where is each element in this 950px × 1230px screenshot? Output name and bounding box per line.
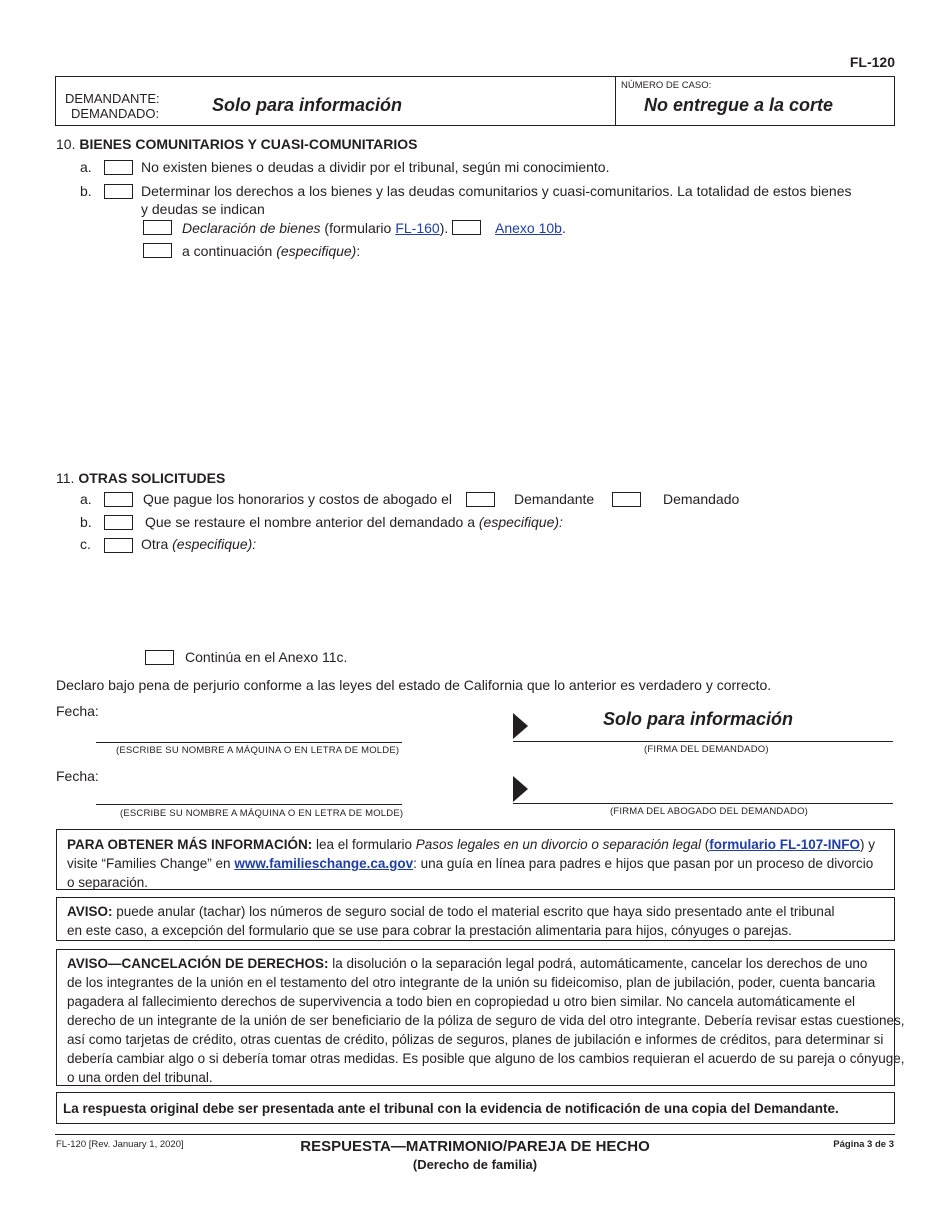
- item-11a-petitioner: Demandante: [514, 491, 595, 507]
- item-10b-line1: Determinar los derechos a los bienes y las deudas comunitarios y cuasi-comunitarios. La totalidad de estos bienes: [141, 183, 852, 199]
- checkbox-11b[interactable]: [104, 515, 133, 530]
- item-10b-letter: b.: [80, 183, 92, 199]
- item-10a-text: No existen bienes o deudas a dividir por el tribunal, según mi conocimiento.: [141, 159, 610, 175]
- item-10b-attachment: [495, 220, 566, 237]
- name-caption-2: (ESCRIBE SU NOMBRE A MÁQUINA O EN LETRA DE MOLDE): [120, 808, 404, 819]
- rights-line7: o una orden del tribunal.: [67, 1070, 213, 1085]
- footer-subtitle: (Derecho de familia): [412, 1157, 538, 1172]
- rights-line2: de los integrantes de la unión en el testamento del otro integrante de la unión su fideicomiso, plan de jubilación, poder, cuenta bancaria: [67, 975, 876, 990]
- signature-arrow-1-icon: [513, 713, 528, 739]
- item-11a-respondent: Demandado: [663, 491, 740, 507]
- name-caption-1: (ESCRIBE SU NOMBRE A MÁQUINA O EN LETRA DE MOLDE): [116, 745, 400, 756]
- declaration-form-name: Declaración de bienes: [182, 220, 321, 236]
- rights-line1: [67, 954, 884, 973]
- declaration-form-prefix: (formulario: [324, 220, 392, 236]
- checkbox-10b-continuation[interactable]: [143, 243, 172, 258]
- more-info-t4: : una guía en línea para padres e hijos que pasan por un proceso de divorcio: [413, 856, 874, 871]
- more-info-line3: o separación.: [67, 875, 149, 890]
- date-label-1: Fecha:: [56, 703, 99, 719]
- respondent-signature-line[interactable]: [513, 741, 893, 742]
- petitioner-label: DEMANDANTE:: [65, 91, 160, 106]
- caption-info-only: Solo para información: [212, 95, 403, 115]
- item-11c-continued: Continúa en el Anexo 11c.: [185, 649, 348, 665]
- form-id: FL-120: [849, 54, 895, 70]
- attorney-signature-caption: (FIRMA DEL ABOGADO DEL DEMANDADO): [610, 806, 809, 817]
- checkbox-10b-declaration[interactable]: [143, 220, 172, 235]
- item-10b-declaration: [182, 220, 448, 237]
- signature-info-only: Solo para información: [603, 709, 794, 729]
- filing-notice-text: La respuesta original debe ser presentada ante el tribunal con la evidencia de notificación de una copia del Demandante.: [63, 1101, 839, 1116]
- fl-160-link[interactable]: FL-160: [395, 220, 440, 236]
- families-change-link[interactable]: www.familieschange.ca.gov: [234, 856, 414, 871]
- section-10-number: 10.: [56, 136, 76, 152]
- attorney-signature-line[interactable]: [513, 803, 893, 804]
- footer-title: RESPUESTA—MATRIMONIO/PAREJA DE HECHO: [300, 1138, 650, 1155]
- item-11c-text: [141, 536, 256, 553]
- section-10-heading: [56, 136, 417, 153]
- item-11b-label: Que se restaure el nombre anterior del demandado a: [145, 514, 475, 530]
- item-11a-text: Que pague los honorarios y costos de abogado el: [143, 491, 452, 507]
- ssn-notice-line2: en este caso, a excepción del formulario que se use para cobrar la prestación alimentaria para hijos, cónyuges o parejas.: [67, 923, 792, 938]
- item-11b-letter: b.: [80, 514, 92, 530]
- rights-line4: derecho de un integrante de la unión de ser beneficiario de la póliza de seguro de vida del otro integrante. Debería revisar estas cuestiones,: [67, 1013, 905, 1028]
- more-info-box: [56, 829, 895, 890]
- more-info-paren: (: [700, 837, 710, 852]
- checkbox-11a-petitioner[interactable]: [466, 492, 495, 507]
- continuation-specify: (especifique): [276, 243, 357, 259]
- ssn-notice-lead: AVISO:: [67, 904, 113, 919]
- footer-rule: [55, 1134, 895, 1135]
- caption-box: [55, 76, 895, 126]
- ssn-notice-text1: puede anular (tachar) los números de seguro social de todo el material escrito que haya sido presentado ante el tribunal: [112, 904, 835, 919]
- more-info-t2: ) y: [860, 837, 875, 852]
- item-10b-continuation: [182, 243, 360, 260]
- continuation-text: a continuación: [182, 243, 273, 259]
- rights-notice-box: [56, 949, 905, 1086]
- footer-page: Página 3 de 3: [833, 1139, 894, 1150]
- section-11-title: OTRAS SOLICITUDES: [78, 470, 226, 486]
- name-line-1[interactable]: [96, 742, 402, 743]
- item-11a-letter: a.: [80, 491, 92, 507]
- case-number-label: NÚMERO DE CASO:: [621, 80, 712, 91]
- name-line-2[interactable]: [96, 804, 402, 805]
- perjury-declaration: Declaro bajo pena de perjurio conforme a las leyes del estado de California que lo anterior es verdadero y correcto.: [56, 677, 772, 693]
- attachment-10b-suffix: .: [561, 220, 566, 236]
- item-11c-letter: c.: [80, 536, 91, 552]
- signature-arrow-2-icon: [513, 776, 528, 802]
- more-info-form-title: Pasos legales en un divorcio o separación legal: [415, 837, 701, 852]
- checkbox-10a[interactable]: [104, 160, 133, 175]
- more-info-t3: visite “Families Change” en: [67, 856, 235, 871]
- attachment-10b-link[interactable]: Anexo 10b: [495, 220, 562, 236]
- checkbox-11a-respondent[interactable]: [612, 492, 641, 507]
- section-11-heading: [56, 470, 225, 487]
- rights-text1: la disolución o la separación legal podrá, automáticamente, cancelar los derechos de uno: [328, 956, 868, 971]
- item-11c-specify: (especifique):: [172, 536, 257, 552]
- more-info-t1: lea el formulario: [312, 837, 416, 852]
- rights-lead: AVISO—CANCELACIÓN DE DERECHOS:: [67, 956, 329, 971]
- item-10b-line2: y deudas se indican: [141, 201, 265, 217]
- checkbox-11c-continued[interactable]: [145, 650, 174, 665]
- case-number-value: No entregue a la corte: [644, 95, 834, 115]
- section-11-number: 11.: [56, 470, 75, 486]
- section-10-title: BIENES COMUNITARIOS Y CUASI-COMUNITARIOS: [79, 136, 418, 152]
- filing-notice-box: [56, 1092, 895, 1124]
- checkbox-11c[interactable]: [104, 538, 133, 553]
- checkbox-10b-attachment[interactable]: [452, 220, 481, 235]
- footer-revision: FL-120 [Rev. January 1, 2020]: [56, 1139, 184, 1150]
- item-11c-label: Otra: [141, 536, 169, 552]
- rights-line5: así como tarjetas de crédito, otras cuentas de crédito, pólizas de seguros, planes de jubilación e informes de créditos, para determinar si: [67, 1032, 884, 1047]
- rights-line6: debería cambiar algo o si debería tomar otras medidas. Es posible que alguno de los cambios requieran el acuerdo de su pareja o cónyuge,: [67, 1051, 905, 1066]
- continuation-colon: :: [356, 243, 361, 259]
- rights-line3: pagadera al fallecimiento derechos de supervivencia a todo bien en copropiedad u otro bien similar. No cancela automáticamente el: [67, 994, 855, 1009]
- item-10a-letter: a.: [80, 159, 92, 175]
- declaration-form-suffix: ).: [439, 220, 449, 236]
- more-info-line2: [67, 854, 884, 873]
- fl-107-info-link[interactable]: formulario FL-107-INFO: [709, 837, 860, 852]
- checkbox-11a[interactable]: [104, 492, 133, 507]
- ssn-notice-line1: [67, 902, 884, 921]
- respondent-label: DEMANDADO:: [71, 106, 160, 121]
- item-11b-text: [145, 514, 563, 531]
- item-11b-specify: (especifique):: [478, 514, 563, 530]
- more-info-line1: [67, 835, 884, 854]
- more-info-lead: PARA OBTENER MÁS INFORMACIÓN:: [67, 837, 313, 852]
- ssn-notice-box: [56, 897, 895, 941]
- checkbox-10b[interactable]: [104, 184, 133, 199]
- respondent-signature-caption: (FIRMA DEL DEMANDADO): [644, 744, 769, 755]
- date-label-2: Fecha:: [56, 768, 99, 784]
